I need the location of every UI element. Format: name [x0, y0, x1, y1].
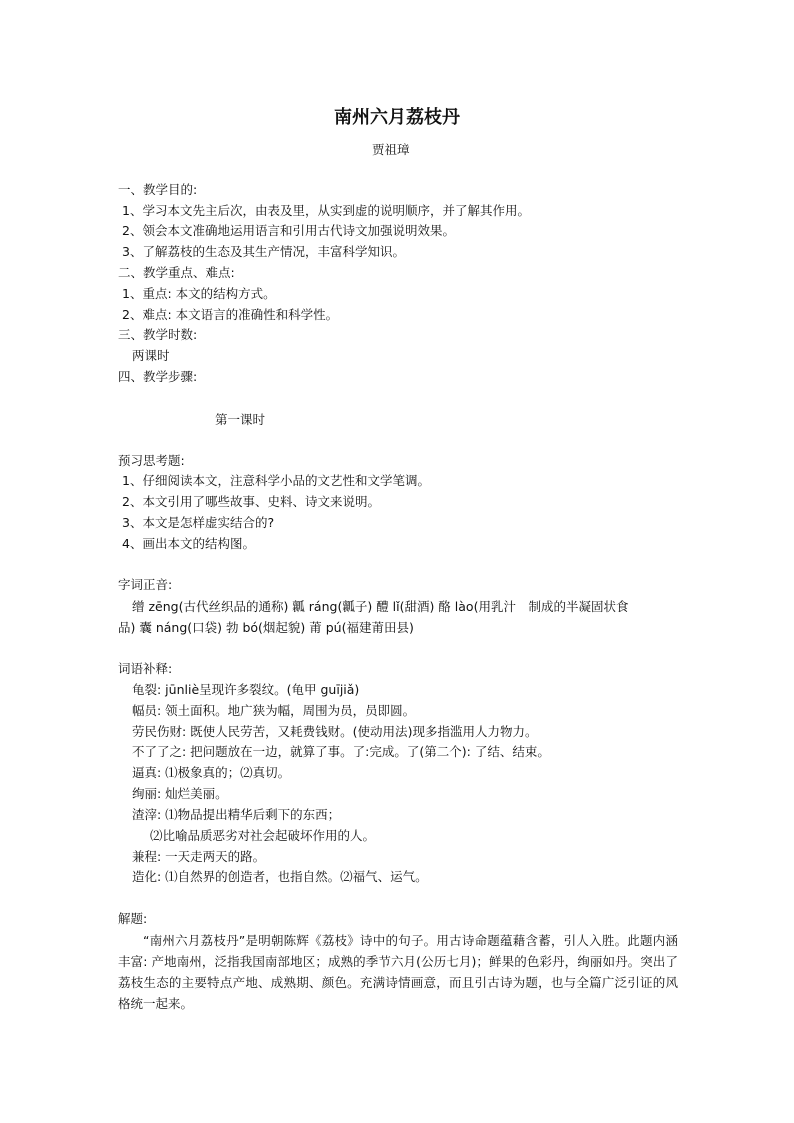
- vocabulary-item: 造化: ⑴自然界的创造者，也指自然。⑵福气、运气。: [132, 869, 428, 884]
- document-title: 南州六月荔枝丹: [334, 107, 460, 128]
- key-point-item: 1、重点: 本文的结构方式。: [122, 286, 276, 301]
- section-heading-key-points: 二、教学重点、难点:: [118, 265, 235, 280]
- author-name: 贾祖璋: [372, 142, 410, 157]
- section-heading-hours: 三、教学时数:: [118, 327, 198, 342]
- preview-item: 3、本文是怎样虚实结合的?: [122, 515, 275, 530]
- objective-item: 1、学习本文先主后次，由表及里，从实到虚的说明顺序，并了解其作用。: [122, 203, 530, 218]
- preview-item: 1、仔细阅读本文，注意科学小品的文艺性和文学笔调。: [122, 473, 430, 488]
- vocabulary-item: 劳民伤财: 既使人民劳苦，又耗费钱财。(使动用法)现多指滥用人力物力。: [132, 724, 538, 739]
- preview-item: 2、本文引用了哪些故事、史料、诗文来说明。: [122, 494, 380, 509]
- vocabulary-item: 兼程: 一天走两天的路。: [132, 849, 266, 864]
- vocabulary-heading: 词语补释:: [118, 661, 173, 676]
- pronunciation-heading: 字词正音:: [118, 577, 173, 592]
- vocabulary-item: 幅员: 领土面积。地广狭为幅，周围为员，员即圆。: [132, 703, 416, 718]
- preview-item: 4、画出本文的结构图。: [122, 536, 255, 551]
- section-heading-steps: 四、教学步骤:: [118, 369, 198, 384]
- preview-heading: 预习思考题:: [118, 453, 185, 468]
- vocabulary-item: ⑵比喻品质恶劣对社会起破坏作用的人。: [150, 828, 376, 843]
- pronunciation-line: 缯 zēng(古代丝织品的通称) 瓤 ráng(瓤子) 醴 lǐ(甜酒) 酪 lào(用乳汁 制成的半凝固状食: [132, 599, 629, 614]
- section-heading-objectives: 一、教学目的:: [118, 182, 198, 197]
- vocabulary-item: 不了了之: 把问题放在一边，就算了事。了:完成。了(第二个): 了结、结束。: [132, 744, 550, 759]
- objective-item: 3、了解荔枝的生态及其生产情况，丰富科学知识。: [122, 244, 405, 259]
- pronunciation-line: 品) 囊 náng(口袋) 勃 bó(烟起貌) 莆 pú(福建莆田县): [118, 620, 414, 635]
- vocabulary-item: 绚丽: 灿烂美丽。: [132, 786, 228, 801]
- vocabulary-item: 逼真: ⑴极象真的；⑵真切。: [132, 765, 291, 780]
- vocabulary-item: 龟裂: jūnliè呈现许多裂纹。(龟甲 guījiǎ): [132, 682, 360, 697]
- lesson-title: 第一课时: [215, 412, 266, 427]
- explanation-paragraph: “南州六月荔枝丹”是明朝陈辉《荔枝》诗中的句子。用古诗命题蕴藉含蓄，引人入胜。此题内涵丰富: 产地南州，泛指我国南部地区；成熟的季节六月(公历七月)；鲜果的色彩丹，绚丽如丹。突出了荔枝生态的主要特点产地、成熟期、颜色。充满诗情画意，而且引古诗为题，也与全篇广泛引证的风格统一起来。: [118, 933, 678, 1011]
- hours-value: 两课时: [132, 348, 170, 363]
- objective-item: 2、领会本文准确地运用语言和引用古代诗文加强说明效果。: [122, 223, 455, 238]
- explanation-heading: 解题:: [118, 911, 148, 926]
- vocabulary-item: 渣滓: ⑴物品提出精华后剩下的东西；: [132, 807, 341, 822]
- key-point-item: 2、难点: 本文语言的准确性和科学性。: [122, 307, 339, 322]
